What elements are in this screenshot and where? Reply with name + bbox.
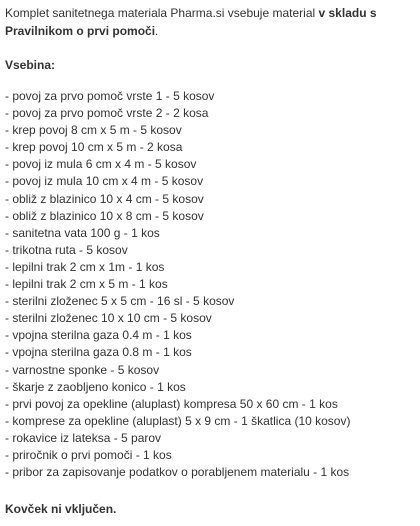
- list-item: - krep povoj 10 cm x 5 m - 2 kosa: [5, 140, 183, 155]
- contents-list: [5, 88, 415, 481]
- list-item: - vpojna sterilna gaza 0.8 m - 1 kos: [5, 345, 192, 360]
- list-item: - obliž z blazinico 10 x 8 cm - 5 kosov: [5, 208, 204, 223]
- contents-heading: Vsebina:: [5, 58, 56, 72]
- list-item: - lepilni trak 2 cm x 5 m - 1 kos: [5, 277, 168, 292]
- list-item: - sterilni zloženec 5 x 5 cm - 16 sl - 5 kosov: [5, 294, 235, 309]
- list-item: - komprese za opekline (aluplast) 5 x 9 cm - 1 škatlica (10 kosov): [5, 413, 351, 428]
- footer-note: Kovček ni vključen.: [5, 502, 117, 517]
- list-item: - trikotna ruta - 5 kosov: [5, 242, 128, 257]
- list-item: - sterilni zloženec 10 x 10 cm - 5 kosov: [5, 311, 212, 326]
- list-item: - rokavice iz lateksa - 5 parov: [5, 430, 162, 445]
- list-item: - lepilni trak 2 cm x 1m - 1 kos: [5, 259, 165, 274]
- list-item: - povoj za prvo pomoč vrste 1 - 5 kosov: [5, 89, 215, 103]
- list-item: - obliž z blazinico 10 x 4 cm - 5 kosov: [5, 191, 204, 206]
- list-item: - sanitetna vata 100 g - 1 kos: [5, 225, 160, 240]
- product-description: [5, 4, 415, 518]
- intro-text: Komplet sanitetnega materiala Pharma.si vsebuje material: [5, 6, 319, 20]
- list-item: - priročnik o prvi pomoči - 1 kos: [5, 447, 172, 462]
- intro-bold-text-2: Pravilnikom o prvi pomoči: [5, 24, 156, 38]
- intro-bold-text: v skladu s: [318, 6, 377, 20]
- list-item: - pribor za zapisovanje podatkov o porabljenem materialu - 1 kos: [5, 465, 350, 480]
- list-item: - povoj za prvo pomoč vrste 2 - 2 kosa: [5, 106, 209, 121]
- list-item: - prvi povoj za opekline (aluplast) kompresa 50 x 60 cm - 1 kos: [5, 396, 338, 411]
- list-item: - povoj iz mula 10 cm x 4 m - 5 kosov: [5, 174, 204, 189]
- list-item: - vpojna sterilna gaza 0.4 m - 1 kos: [5, 328, 192, 343]
- intro-paragraph: [5, 4, 415, 40]
- list-item: - škarje z zaobljeno konico - 1 kos: [5, 379, 186, 394]
- list-item: - povoj iz mula 6 cm x 4 m - 5 kosov: [5, 157, 197, 172]
- list-item: - krep povoj 8 cm x 5 m - 5 kosov: [5, 123, 182, 138]
- list-item: - varnostne sponke - 5 kosov: [5, 362, 160, 377]
- intro-end: .: [155, 24, 159, 38]
